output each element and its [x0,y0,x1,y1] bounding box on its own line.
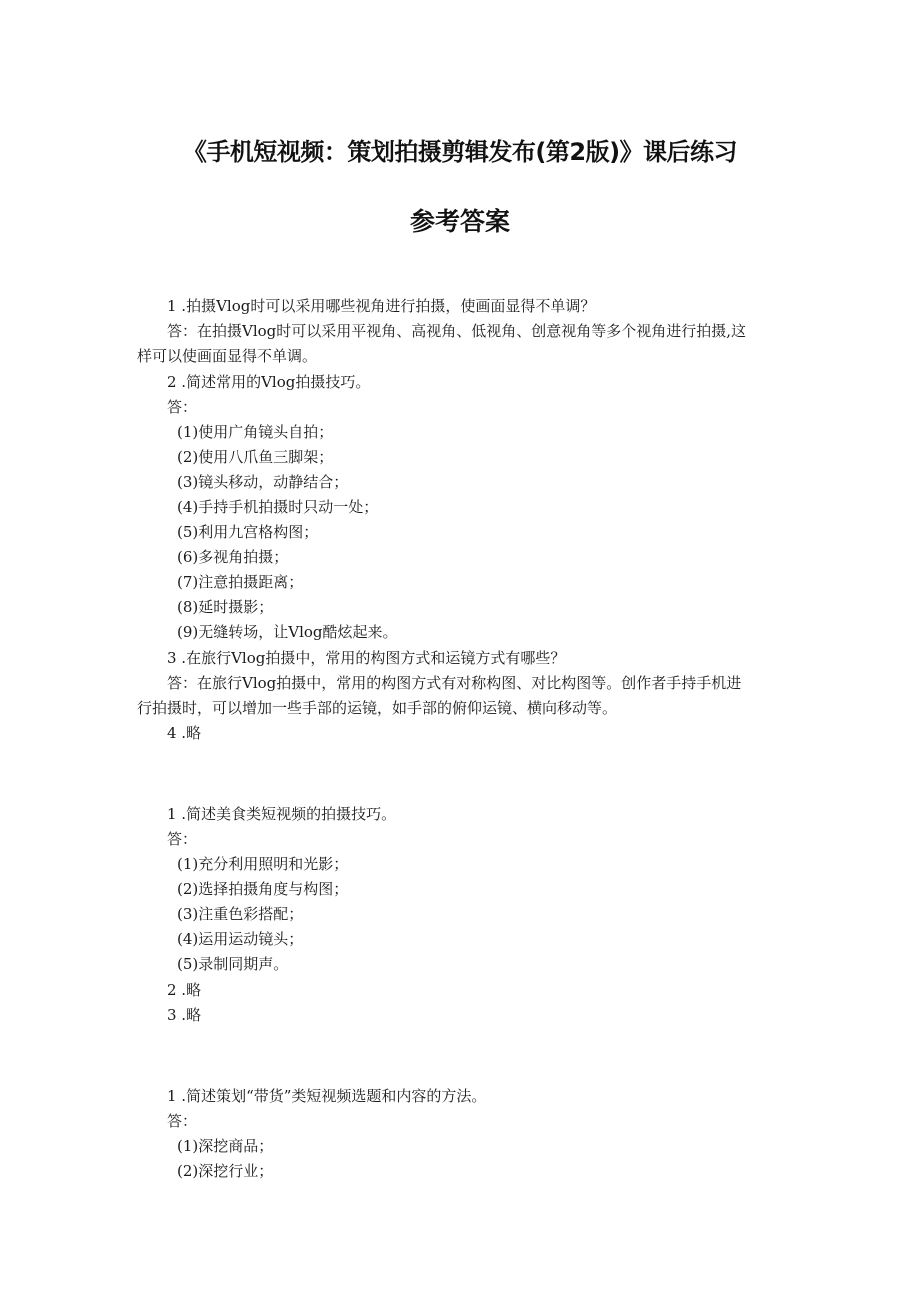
list-item: (2)选择拍摄角度与构图； [177,880,349,898]
list-item: (1)使用广角镜头自拍； [177,423,334,441]
list-item: (5)利用九宫格构图； [177,523,319,541]
document-title: 《手机短视频：策划拍摄剪辑发布(第2版)》课后练习 [182,138,738,166]
list-item: (2)使用八爪鱼三脚架； [177,448,334,466]
list-item: (5)录制同期声。 [177,955,289,973]
list-item: (1)充分利用照明和光影； [177,855,349,873]
list-item: (1)深挖商品； [177,1137,274,1155]
list-item: (7)注意拍摄距离； [177,573,304,591]
list-item: (8)延时摄影； [177,598,274,616]
question-line: 1 .简述策划“带货”类短视频选题和内容的方法。 [167,1087,487,1105]
answer-label: 答： [167,830,198,848]
list-item: (2)深挖行业； [177,1162,274,1180]
list-item: (3)注重色彩搭配； [177,905,304,923]
document-subtitle: 参考答案 [409,207,510,236]
question-line: 2 .简述常用的Vlog拍摄技巧。 [167,373,371,391]
list-item: (9)无缝转场，让Vlog酷炫起来。 [177,623,398,641]
list-item: (3)镜头移动，动静结合； [177,473,349,491]
answer-label: 答： [167,1112,198,1130]
answer-line: 样可以使画面显得不单调。 [137,347,318,365]
list-item: (4)手持手机拍摄时只动一处； [177,498,379,516]
question-line: 1 .拍摄Vlog时可以采用哪些视角进行拍摄，使画面显得不单调？ [167,297,596,315]
question-line: 4 .略 [167,724,202,742]
answer-line: 答：在拍摄Vlog时可以采用平视角、高视角、低视角、创意视角等多个视角进行拍摄,这 [167,322,747,340]
answer-label: 答： [167,398,198,416]
question-line: 1 .简述美食类短视频的拍摄技巧。 [167,805,397,823]
question-line: 2 .略 [167,981,202,999]
answer-line: 行拍摄时，可以增加一些手部的运镜，如手部的俯仰运镜、横向移动等。 [137,699,618,717]
list-item: (6)多视角拍摄； [177,548,289,566]
list-item: (4)运用运动镜头； [177,930,304,948]
question-line: 3 .略 [167,1006,202,1024]
answer-line: 答：在旅行Vlog拍摄中，常用的构图方式有对称构图、对比构图等。创作者手持手机进 [167,674,742,692]
question-line: 3 .在旅行Vlog拍摄中，常用的构图方式和运镜方式有哪些？ [167,649,566,667]
